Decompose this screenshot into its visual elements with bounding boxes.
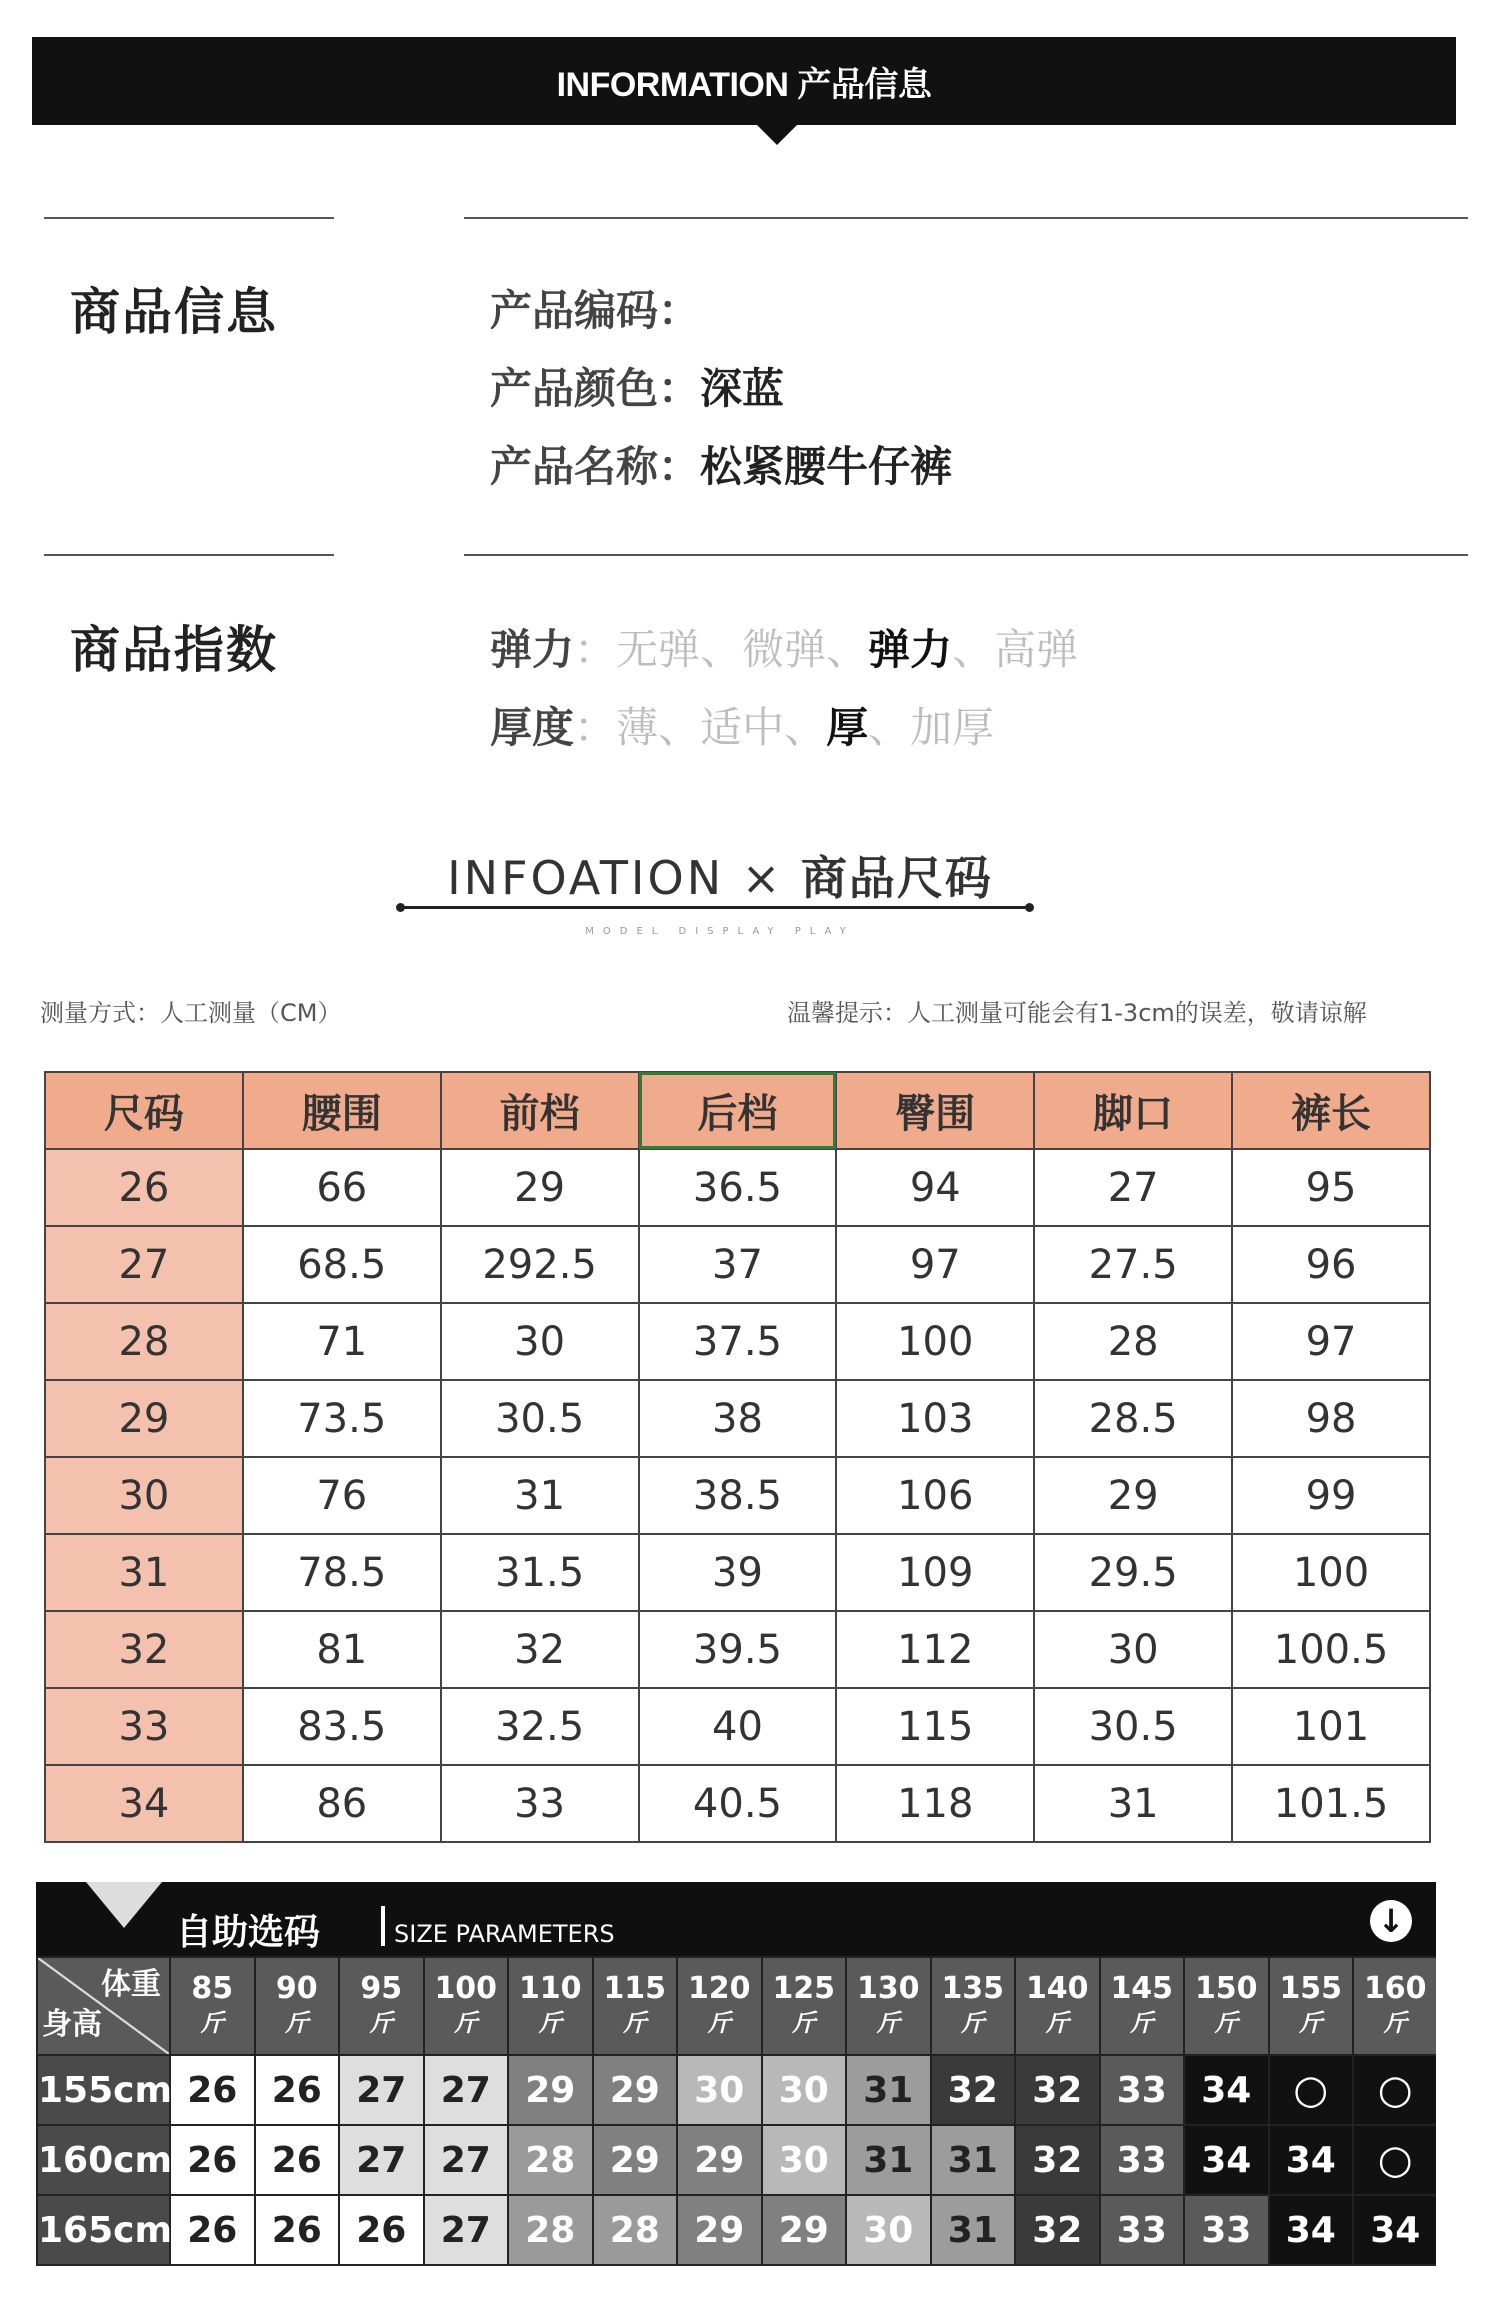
size-table — [44, 1071, 1431, 1843]
recommended-size-cell: 34 — [1184, 2125, 1269, 2195]
weight-header-cell: 110 斤 — [508, 1957, 593, 2055]
table-row — [45, 1688, 1430, 1765]
table-row — [45, 1226, 1430, 1303]
banner-notch — [757, 125, 797, 145]
measurement-cell: 39 — [639, 1534, 837, 1611]
elasticity-option: 高弹 — [994, 625, 1079, 674]
measurement-cell: 32 — [441, 1611, 639, 1688]
size-heading-underline — [400, 906, 1030, 909]
measurement-cell: 31 — [1034, 1765, 1232, 1842]
product-name-row — [490, 434, 952, 494]
size-heading-x: × — [741, 851, 784, 905]
measurement-cell: 100 — [836, 1303, 1034, 1380]
table-row — [45, 1765, 1430, 1842]
measurement-cell: 28 — [1034, 1303, 1232, 1380]
size-heading-cn: 商品尺码 — [800, 851, 993, 905]
recommended-size-cell: 30 — [846, 2195, 931, 2265]
measurement-cell: 38.5 — [639, 1457, 837, 1534]
option-separator: 、 — [952, 625, 995, 674]
weight-header-cell: 85 斤 — [170, 1957, 255, 2055]
recommended-size-cell: 29 — [593, 2125, 678, 2195]
thickness-row: 厚度：薄、适中、厚、加厚 — [490, 703, 995, 752]
recommended-size-cell: 29 — [593, 2055, 678, 2125]
divider-right-2 — [464, 554, 1468, 556]
recommended-size-cell: 26 — [255, 2125, 340, 2195]
weight-header-cell: 160 斤 — [1353, 1957, 1436, 2055]
option-separator: 、 — [658, 703, 701, 752]
recommended-size-cell: 30 — [762, 2125, 847, 2195]
measurement-cell: 78.5 — [243, 1534, 441, 1611]
recommended-size-cell: 34 — [1269, 2125, 1354, 2195]
recommended-size-cell: 32 — [1015, 2055, 1100, 2125]
recommended-size-cell: 27 — [339, 2125, 424, 2195]
measurement-cell: 32.5 — [441, 1688, 639, 1765]
measurement-cell: 30 — [441, 1303, 639, 1380]
recommended-size-cell: 27 — [339, 2055, 424, 2125]
weight-header-cell: 115 斤 — [593, 1957, 678, 2055]
product-info-title: 商品信息 — [70, 283, 278, 341]
measurement-cell: 33 — [441, 1765, 639, 1842]
measurement-cell: 30.5 — [441, 1380, 639, 1457]
measurement-cell: 27 — [1034, 1149, 1232, 1226]
arrow-down-circle-icon[interactable]: ↓ — [1370, 1900, 1412, 1942]
option-separator: 、 — [784, 703, 827, 752]
size-cell: 31 — [45, 1534, 243, 1611]
size-table-header-cell: 腰围 — [243, 1072, 441, 1149]
size-table-header-cell: 尺码 — [45, 1072, 243, 1149]
size-guide-header — [36, 1882, 1436, 1956]
recommended-size-cell: 26 — [170, 2055, 255, 2125]
size-heading — [400, 842, 1040, 908]
title-divider — [381, 1906, 385, 1946]
size-cell: 32 — [45, 1611, 243, 1688]
measurement-cell: 97 — [1232, 1303, 1430, 1380]
measurement-cell: 38 — [639, 1380, 837, 1457]
weight-label: 体重 — [101, 1967, 161, 2002]
recommended-size-cell: 27 — [424, 2055, 509, 2125]
size-cell: 26 — [45, 1149, 243, 1226]
product-code-row — [490, 278, 700, 338]
recommended-size-cell: ○ — [1269, 2055, 1354, 2125]
recommended-size-cell: 26 — [170, 2125, 255, 2195]
banner-title: INFORMATION 产品信息 — [556, 66, 932, 104]
elasticity-options — [616, 625, 1078, 674]
height-label: 身高 — [42, 2007, 102, 2042]
height-header-cell: 165cm — [37, 2195, 170, 2265]
recommended-size-cell: ○ — [1353, 2055, 1436, 2125]
triangle-decoration — [86, 1882, 162, 1928]
recommended-size-cell: 33 — [1100, 2125, 1185, 2195]
option-separator: 、 — [700, 625, 743, 674]
weight-header-row — [37, 1957, 1436, 2055]
measurement-cell: 96 — [1232, 1226, 1430, 1303]
size-cell: 27 — [45, 1226, 243, 1303]
thickness-options — [616, 703, 994, 752]
measurement-cell: 31.5 — [441, 1534, 639, 1611]
height-row — [37, 2055, 1436, 2125]
size-heading-tiny-text: MODEL DISPLAY PLAY — [585, 926, 855, 937]
product-color-row — [490, 356, 784, 416]
recommended-size-cell: 29 — [677, 2125, 762, 2195]
recommended-size-cell: 28 — [593, 2195, 678, 2265]
measurement-cell: 106 — [836, 1457, 1034, 1534]
measurement-cell: 36.5 — [639, 1149, 837, 1226]
measurement-cell: 71 — [243, 1303, 441, 1380]
recommended-size-cell: 26 — [170, 2195, 255, 2265]
measurement-cell: 37.5 — [639, 1303, 837, 1380]
recommended-size-cell: 34 — [1353, 2195, 1436, 2265]
measure-method-note: 测量方式：人工测量（CM） — [40, 999, 342, 1027]
table-row — [45, 1611, 1430, 1688]
table-row — [45, 1149, 1430, 1226]
measurement-cell: 118 — [836, 1765, 1034, 1842]
recommended-size-cell: 28 — [508, 2195, 593, 2265]
height-row — [37, 2125, 1436, 2195]
height-header-cell: 155cm — [37, 2055, 170, 2125]
recommended-size-cell: 33 — [1184, 2195, 1269, 2265]
measurement-cell: 37 — [639, 1226, 837, 1303]
info-banner — [32, 37, 1456, 125]
divider-right-1 — [464, 217, 1468, 219]
measurement-cell: 95 — [1232, 1149, 1430, 1226]
height-row — [37, 2195, 1436, 2265]
table-row — [45, 1457, 1430, 1534]
measurement-cell: 81 — [243, 1611, 441, 1688]
size-table-header-cell: 后档 — [639, 1072, 837, 1149]
recommended-size-cell: 30 — [762, 2055, 847, 2125]
measurement-cell: 100.5 — [1232, 1611, 1430, 1688]
size-guide-table — [36, 1956, 1436, 2266]
product-color-label: 产品颜色： — [490, 364, 701, 413]
product-name-value: 松紧腰牛仔裤 — [700, 442, 953, 491]
size-guide-subtitle: SIZE PARAMETERS — [394, 1920, 615, 1948]
thickness-option: 适中 — [700, 703, 785, 752]
measurement-cell: 101 — [1232, 1688, 1430, 1765]
recommended-size-cell: 26 — [339, 2195, 424, 2265]
recommended-size-cell: 34 — [1269, 2195, 1354, 2265]
elasticity-option: 弹力 — [868, 625, 953, 674]
measurement-cell: 98 — [1232, 1380, 1430, 1457]
measurement-cell: 29 — [441, 1149, 639, 1226]
size-cell: 33 — [45, 1688, 243, 1765]
product-index-title: 商品指数 — [70, 621, 278, 679]
size-cell: 30 — [45, 1457, 243, 1534]
recommended-size-cell: 31 — [846, 2055, 931, 2125]
measurement-cell: 40.5 — [639, 1765, 837, 1842]
recommended-size-cell: 33 — [1100, 2195, 1185, 2265]
measurement-cell: 99 — [1232, 1457, 1430, 1534]
weight-header-cell: 135 斤 — [931, 1957, 1016, 2055]
measurement-cell: 30 — [1034, 1611, 1232, 1688]
measurement-cell: 94 — [836, 1149, 1034, 1226]
size-cell: 29 — [45, 1380, 243, 1457]
measurement-cell: 73.5 — [243, 1380, 441, 1457]
weight-header-cell: 130 斤 — [846, 1957, 931, 2055]
elasticity-label: 弹力 — [490, 625, 575, 674]
weight-header-cell: 150 斤 — [1184, 1957, 1269, 2055]
measurement-cell: 103 — [836, 1380, 1034, 1457]
elasticity-row: 弹力：无弹、微弹、弹力、高弹 — [490, 625, 1079, 674]
measurement-cell: 115 — [836, 1688, 1034, 1765]
measurement-cell: 101.5 — [1232, 1765, 1430, 1842]
measurement-cell: 29 — [1034, 1457, 1232, 1534]
recommended-size-cell: 31 — [846, 2125, 931, 2195]
size-table-header-cell: 脚口 — [1034, 1072, 1232, 1149]
height-header-cell: 160cm — [37, 2125, 170, 2195]
recommended-size-cell: 32 — [931, 2055, 1016, 2125]
measurement-cell: 66 — [243, 1149, 441, 1226]
size-cell: 34 — [45, 1765, 243, 1842]
product-code-label: 产品编码： — [490, 286, 701, 335]
recommended-size-cell: 29 — [762, 2195, 847, 2265]
recommended-size-cell: 31 — [931, 2125, 1016, 2195]
recommended-size-cell: 34 — [1184, 2055, 1269, 2125]
table-row — [45, 1380, 1430, 1457]
measurement-cell: 97 — [836, 1226, 1034, 1303]
weight-header-cell: 100 斤 — [424, 1957, 509, 2055]
recommended-size-cell: 32 — [1015, 2125, 1100, 2195]
recommended-size-cell: 26 — [255, 2195, 340, 2265]
size-table-header-cell: 臀围 — [836, 1072, 1034, 1149]
recommended-size-cell: 32 — [1015, 2195, 1100, 2265]
product-color-value: 深蓝 — [700, 364, 785, 413]
weight-header-cell: 120 斤 — [677, 1957, 762, 2055]
option-separator: 、 — [826, 625, 869, 674]
measurement-cell: 31 — [441, 1457, 639, 1534]
thickness-option: 薄 — [616, 703, 659, 752]
recommended-size-cell: 26 — [255, 2055, 340, 2125]
recommended-size-cell: 28 — [508, 2125, 593, 2195]
measurement-cell: 112 — [836, 1611, 1034, 1688]
option-separator: 、 — [868, 703, 911, 752]
size-table-header — [45, 1072, 1430, 1149]
size-heading-en: INFOATION — [447, 851, 725, 905]
measurement-cell: 76 — [243, 1457, 441, 1534]
recommended-size-cell: 27 — [424, 2195, 509, 2265]
recommended-size-cell: 27 — [424, 2125, 509, 2195]
size-guide-title: 自助选码 — [176, 1912, 321, 1953]
measurement-cell: 29.5 — [1034, 1534, 1232, 1611]
weight-header-cell: 125 斤 — [762, 1957, 847, 2055]
size-guide — [36, 1882, 1436, 2322]
recommended-size-cell: 33 — [1100, 2055, 1185, 2125]
measurement-cell: 83.5 — [243, 1688, 441, 1765]
corner-cell — [37, 1957, 170, 2055]
size-table-body — [45, 1149, 1430, 1842]
recommended-size-cell: 29 — [677, 2195, 762, 2265]
measure-tip-note: 温馨提示：人工测量可能会有1-3cm的误差，敬请谅解 — [787, 999, 1367, 1027]
table-row — [45, 1534, 1430, 1611]
size-cell: 28 — [45, 1303, 243, 1380]
weight-header-cell: 155 斤 — [1269, 1957, 1354, 2055]
measurement-cell: 40 — [639, 1688, 837, 1765]
size-table-header-cell: 前档 — [441, 1072, 639, 1149]
measurement-cell: 100 — [1232, 1534, 1430, 1611]
recommended-size-cell: 31 — [931, 2195, 1016, 2265]
recommended-size-cell: 29 — [508, 2055, 593, 2125]
measurement-cell: 39.5 — [639, 1611, 837, 1688]
thickness-option: 加厚 — [910, 703, 995, 752]
elasticity-option: 无弹 — [616, 625, 701, 674]
divider-left-1 — [44, 217, 334, 219]
thickness-label: 厚度 — [490, 703, 575, 752]
measurement-cell: 27.5 — [1034, 1226, 1232, 1303]
measurement-cell: 30.5 — [1034, 1688, 1232, 1765]
measurement-cell: 86 — [243, 1765, 441, 1842]
measurement-cell: 68.5 — [243, 1226, 441, 1303]
elasticity-option: 微弹 — [742, 625, 827, 674]
weight-header-cell: 145 斤 — [1100, 1957, 1185, 2055]
thickness-option: 厚 — [826, 703, 869, 752]
recommended-size-cell: 30 — [677, 2055, 762, 2125]
recommended-size-cell: ○ — [1353, 2125, 1436, 2195]
measurement-cell: 292.5 — [441, 1226, 639, 1303]
measurement-cell: 109 — [836, 1534, 1034, 1611]
size-table-header-cell: 裤长 — [1232, 1072, 1430, 1149]
weight-header-cell: 95 斤 — [339, 1957, 424, 2055]
divider-left-2 — [44, 554, 334, 556]
measurement-cell: 28.5 — [1034, 1380, 1232, 1457]
weight-header-cell: 90 斤 — [255, 1957, 340, 2055]
product-name-label: 产品名称： — [490, 442, 701, 491]
table-row — [45, 1303, 1430, 1380]
weight-header-cell: 140 斤 — [1015, 1957, 1100, 2055]
